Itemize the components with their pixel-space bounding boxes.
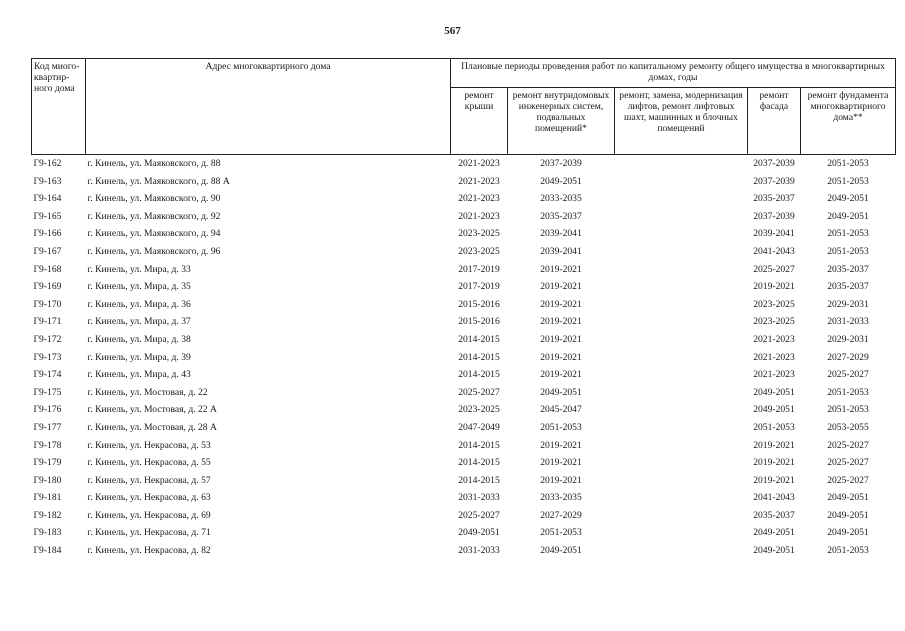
- table-row: [32, 437, 896, 455]
- table-body: [32, 155, 896, 560]
- cell-code: Г9-176: [33, 404, 62, 416]
- cell-foundation: 2029-2031: [827, 333, 869, 345]
- cell-address: г. Кинель, ул. Мира, д. 38: [87, 333, 191, 345]
- cell-foundation: 2049-2051: [827, 527, 869, 539]
- cell-lifts: [615, 366, 748, 384]
- cell-engineering: 2019-2021: [540, 298, 582, 310]
- cell-lifts: [615, 349, 748, 367]
- cell-foundation: 2025-2027: [827, 474, 869, 486]
- cell-code: Г9-169: [33, 281, 62, 293]
- cell-foundation: 2049-2051: [827, 210, 869, 222]
- table-row: [32, 524, 896, 542]
- cell-engineering: 2049-2051: [540, 386, 582, 398]
- header-roof: ремонт крыши: [451, 88, 508, 155]
- cell-address: г. Кинель, ул. Мостовая, д. 22: [87, 386, 208, 398]
- cell-roof: 2023-2025: [458, 228, 500, 240]
- cell-engineering: 2051-2053: [540, 421, 582, 433]
- cell-foundation: 2025-2027: [827, 439, 869, 451]
- cell-address: г. Кинель, ул. Мира, д. 33: [87, 263, 191, 275]
- table-row: [32, 155, 896, 173]
- cell-facade: 2049-2051: [753, 386, 795, 398]
- cell-code: Г9-166: [33, 228, 62, 240]
- table-row: [32, 349, 896, 367]
- header-facade: ремонт фасада: [748, 88, 801, 155]
- table-row: [32, 489, 896, 507]
- cell-address: г. Кинель, ул. Маяковского, д. 88 А: [87, 175, 230, 187]
- cell-roof: 2031-2033: [458, 545, 500, 557]
- repair-schedule-table: [31, 58, 896, 560]
- cell-engineering: 2027-2029: [540, 509, 582, 521]
- cell-code: Г9-168: [33, 263, 62, 275]
- cell-lifts: [615, 524, 748, 542]
- table-row: [32, 542, 896, 560]
- table-row: [32, 331, 896, 349]
- cell-foundation: 2031-2033: [827, 316, 869, 328]
- cell-engineering: 2019-2021: [540, 316, 582, 328]
- table-row: [32, 313, 896, 331]
- cell-facade: 2035-2037: [753, 509, 795, 521]
- table-row: [32, 472, 896, 490]
- cell-engineering: 2039-2041: [540, 245, 582, 257]
- cell-foundation: 2025-2027: [827, 457, 869, 469]
- cell-facade: 2019-2021: [753, 439, 795, 451]
- cell-roof: 2014-2015: [458, 369, 500, 381]
- cell-address: г. Кинель, ул. Мира, д. 37: [87, 316, 191, 328]
- table-row: [32, 278, 896, 296]
- cell-roof: 2025-2027: [458, 509, 500, 521]
- cell-address: г. Кинель, ул. Маяковского, д. 96: [87, 245, 221, 257]
- cell-roof: 2023-2025: [458, 245, 500, 257]
- cell-foundation: 2049-2051: [827, 193, 869, 205]
- table-row: [32, 173, 896, 191]
- cell-facade: 2049-2051: [753, 545, 795, 557]
- cell-facade: 2021-2023: [753, 333, 795, 345]
- cell-code: Г9-175: [33, 386, 62, 398]
- cell-address: г. Кинель, ул. Мира, д. 43: [87, 369, 191, 381]
- cell-lifts: [615, 384, 748, 402]
- cell-code: Г9-179: [33, 457, 62, 469]
- cell-lifts: [615, 261, 748, 279]
- cell-foundation: 2051-2053: [827, 175, 869, 187]
- cell-lifts: [615, 454, 748, 472]
- cell-roof: 2047-2049: [458, 421, 500, 433]
- cell-roof: 2015-2016: [458, 298, 500, 310]
- cell-foundation: 2035-2037: [827, 263, 869, 275]
- cell-address: г. Кинель, ул. Мостовая, д. 28 А: [87, 421, 217, 433]
- cell-lifts: [615, 173, 748, 191]
- cell-engineering: 2049-2051: [540, 545, 582, 557]
- table-row: [32, 507, 896, 525]
- cell-engineering: 2019-2021: [540, 439, 582, 451]
- cell-lifts: [615, 507, 748, 525]
- table-row: [32, 419, 896, 437]
- header-code: Код миого-квартир-ного дома: [32, 59, 86, 155]
- table-row: [32, 454, 896, 472]
- cell-lifts: [615, 190, 748, 208]
- cell-roof: 2031-2033: [458, 492, 500, 504]
- cell-foundation: 2051-2053: [827, 386, 869, 398]
- cell-engineering: 2019-2021: [540, 457, 582, 469]
- cell-foundation: 2051-2053: [827, 545, 869, 557]
- cell-facade: 2037-2039: [753, 158, 795, 169]
- cell-roof: 2025-2027: [458, 386, 500, 398]
- table-row: [32, 296, 896, 314]
- cell-facade: 2037-2039: [753, 175, 795, 187]
- cell-engineering: 2037-2039: [540, 158, 582, 169]
- cell-facade: 2021-2023: [753, 369, 795, 381]
- cell-engineering: 2019-2021: [540, 474, 582, 486]
- cell-roof: 2014-2015: [458, 457, 500, 469]
- cell-code: Г9-182: [33, 509, 62, 521]
- cell-facade: 2025-2027: [753, 263, 795, 275]
- header-foundation: ремонт фундамента многоквартирного дома**: [801, 88, 896, 155]
- table-row: [32, 243, 896, 261]
- cell-foundation: 2025-2027: [827, 369, 869, 381]
- cell-address: г. Кинель, ул. Маяковского, д. 94: [87, 228, 221, 240]
- table-row: [32, 401, 896, 419]
- cell-foundation: 2051-2053: [827, 158, 869, 169]
- cell-address: г. Кинель, ул. Некрасова, д. 53: [87, 439, 211, 451]
- cell-roof: 2021-2023: [458, 175, 500, 187]
- cell-address: г. Кинель, ул. Маяковского, д. 92: [87, 210, 221, 222]
- cell-lifts: [615, 225, 748, 243]
- cell-roof: 2021-2023: [458, 158, 500, 169]
- cell-roof: 2017-2019: [458, 281, 500, 293]
- cell-lifts: [615, 542, 748, 560]
- cell-roof: 2015-2016: [458, 316, 500, 328]
- cell-facade: 2041-2043: [753, 492, 795, 504]
- cell-lifts: [615, 331, 748, 349]
- cell-code: Г9-170: [33, 298, 62, 310]
- cell-lifts: [615, 472, 748, 490]
- cell-facade: 2019-2021: [753, 281, 795, 293]
- header-lifts: ремонт, замена, модернизация лифтов, ремонт лифтовых шахт, машинных и блочных помещений: [615, 88, 748, 155]
- cell-roof: 2014-2015: [458, 351, 500, 363]
- cell-engineering: 2033-2035: [540, 492, 582, 504]
- cell-engineering: 2033-2035: [540, 193, 582, 205]
- cell-code: Г9-163: [33, 175, 62, 187]
- cell-facade: 2049-2051: [753, 527, 795, 539]
- cell-code: Г9-171: [33, 316, 62, 328]
- cell-roof: 2023-2025: [458, 404, 500, 416]
- cell-address: г. Кинель, ул. Мира, д. 35: [87, 281, 191, 293]
- cell-engineering: 2019-2021: [540, 369, 582, 381]
- table-row: [32, 261, 896, 279]
- cell-engineering: 2039-2041: [540, 228, 582, 240]
- cell-address: г. Кинель, ул. Некрасова, д. 69: [87, 509, 211, 521]
- cell-facade: 2035-2037: [753, 193, 795, 205]
- cell-facade: 2019-2021: [753, 457, 795, 469]
- table-row: [32, 208, 896, 226]
- cell-roof: 2014-2015: [458, 474, 500, 486]
- cell-foundation: 2049-2051: [827, 509, 869, 521]
- cell-engineering: 2045-2047: [540, 404, 582, 416]
- cell-foundation: 2035-2037: [827, 281, 869, 293]
- cell-address: г. Кинель, ул. Некрасова, д. 57: [87, 474, 211, 486]
- cell-lifts: [615, 155, 748, 173]
- cell-engineering: 2035-2037: [540, 210, 582, 222]
- cell-lifts: [615, 313, 748, 331]
- cell-foundation: 2051-2053: [827, 404, 869, 416]
- table-row: [32, 384, 896, 402]
- table-row: [32, 366, 896, 384]
- cell-foundation: 2053-2055: [827, 421, 869, 433]
- cell-roof: 2014-2015: [458, 439, 500, 451]
- cell-lifts: [615, 243, 748, 261]
- cell-facade: 2019-2021: [753, 474, 795, 486]
- cell-facade: 2041-2043: [753, 245, 795, 257]
- cell-lifts: [615, 437, 748, 455]
- cell-foundation: 2027-2029: [827, 351, 869, 363]
- table-row: [32, 190, 896, 208]
- cell-engineering: 2019-2021: [540, 263, 582, 275]
- cell-code: Г9-181: [33, 492, 62, 504]
- page-number: 567: [444, 25, 461, 37]
- cell-code: Г9-172: [33, 333, 62, 345]
- cell-address: г. Кинель, ул. Некрасова, д. 82: [87, 545, 211, 557]
- cell-code: Г9-180: [33, 474, 62, 486]
- cell-code: Г9-177: [33, 421, 62, 433]
- cell-engineering: 2019-2021: [540, 333, 582, 345]
- cell-address: г. Кинель, ул. Мира, д. 36: [87, 298, 191, 310]
- cell-engineering: 2019-2021: [540, 281, 582, 293]
- cell-roof: 2049-2051: [458, 527, 500, 539]
- cell-code: Г9-165: [33, 210, 62, 222]
- cell-engineering: 2019-2021: [540, 351, 582, 363]
- cell-engineering: 2049-2051: [540, 175, 582, 187]
- cell-address: г. Кинель, ул. Маяковского, д. 90: [87, 193, 221, 205]
- header-periods: Плановые периоды проведения работ по капитальному ремонту общего имущества в многоквартирных домах, годы: [451, 59, 896, 88]
- cell-code: Г9-167: [33, 245, 62, 257]
- cell-foundation: 2029-2031: [827, 298, 869, 310]
- cell-code: Г9-184: [33, 545, 62, 557]
- cell-lifts: [615, 278, 748, 296]
- table-row: [32, 225, 896, 243]
- table-header: [32, 59, 896, 155]
- cell-address: г. Кинель, ул. Мира, д. 39: [87, 351, 191, 363]
- cell-code: Г9-164: [33, 193, 62, 205]
- cell-address: г. Кинель, ул. Некрасова, д. 63: [87, 492, 211, 504]
- cell-lifts: [615, 296, 748, 314]
- header-engineering: ремонт внутридомовых инженерных систем, подвальных помещений*: [508, 88, 615, 155]
- cell-facade: 2051-2053: [753, 421, 795, 433]
- cell-address: г. Кинель, ул. Маяковского, д. 88: [87, 158, 221, 169]
- cell-address: г. Кинель, ул. Некрасова, д. 55: [87, 457, 211, 469]
- cell-foundation: 2051-2053: [827, 245, 869, 257]
- cell-engineering: 2051-2053: [540, 527, 582, 539]
- cell-lifts: [615, 401, 748, 419]
- cell-roof: 2021-2023: [458, 193, 500, 205]
- cell-facade: 2039-2041: [753, 228, 795, 240]
- cell-facade: 2021-2023: [753, 351, 795, 363]
- cell-lifts: [615, 489, 748, 507]
- cell-roof: 2021-2023: [458, 210, 500, 222]
- cell-roof: 2014-2015: [458, 333, 500, 345]
- cell-facade: 2037-2039: [753, 210, 795, 222]
- cell-address: г. Кинель, ул. Мостовая, д. 22 А: [87, 404, 217, 416]
- header-address: Адрес многоквартирного дома: [86, 59, 451, 155]
- cell-lifts: [615, 419, 748, 437]
- cell-address: г. Кинель, ул. Некрасова, д. 71: [87, 527, 211, 539]
- cell-facade: 2023-2025: [753, 316, 795, 328]
- cell-code: Г9-178: [33, 439, 62, 451]
- cell-code: Г9-173: [33, 351, 62, 363]
- cell-lifts: [615, 208, 748, 226]
- cell-foundation: 2051-2053: [827, 228, 869, 240]
- cell-facade: 2023-2025: [753, 298, 795, 310]
- cell-code: Г9-174: [33, 369, 62, 381]
- cell-code: Г9-183: [33, 527, 62, 539]
- cell-code: Г9-162: [33, 158, 62, 169]
- cell-roof: 2017-2019: [458, 263, 500, 275]
- cell-foundation: 2049-2051: [827, 492, 869, 504]
- cell-facade: 2049-2051: [753, 404, 795, 416]
